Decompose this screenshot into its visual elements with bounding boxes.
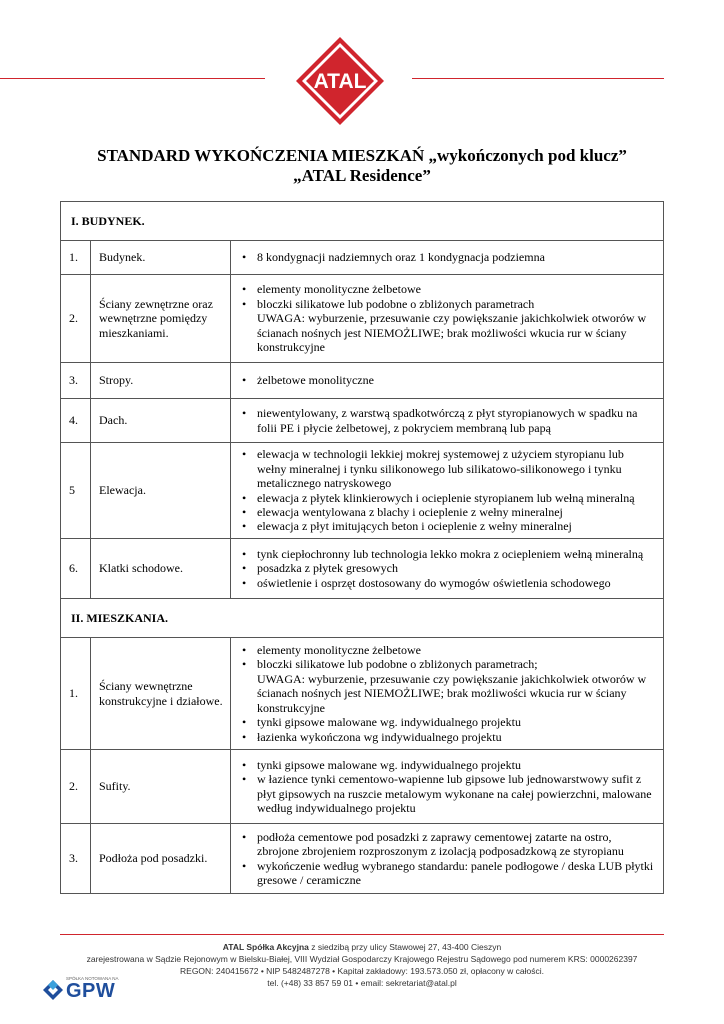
table-row [61,638,664,750]
list-item: • w łazience tynki cementowo-wapienne lub gipsowe lub jednowarstwowy sufit z płyt gipsowych na ruszcie metalowym wykonane na całej powierzchni, malowane według indywidualnego projektu [239,772,655,815]
list-item: • elementy monolityczne żelbetowe [239,282,655,296]
table-row [61,824,664,894]
section-header-row [61,599,664,638]
warning-note: UWAGA: wyburzenie, przesuwanie czy powiększanie jakichkolwiek otworów w ścianach nośnych jest NIEMOŻLIWE; brak możliwości wkucia rur w ściany konstrukcyjne [257,671,647,715]
list-item: • żelbetowe monolityczne [239,373,655,387]
row-items [231,241,664,275]
table-row [61,363,664,399]
row-items [231,824,664,894]
logo-text: ATAL [313,70,367,93]
section-title-building: I. BUDYNEK. [61,202,664,241]
list-item: • tynk ciepłochronny lub technologia lekko mokra z ociepleniem wełną mineralną [239,547,655,561]
row-number: 2. [61,750,91,824]
gpw-logo [42,975,132,1015]
row-name: Sufity. [91,750,231,824]
row-items [231,750,664,824]
section-header-row [61,202,664,241]
section-title-apartments: II. MIESZKANIA. [61,599,664,638]
list-item: • łazienka wykończona wg indywidualnego projektu [239,730,655,744]
row-items [231,638,664,750]
row-name: Dach. [91,399,231,443]
gpw-text: GPW [66,980,116,1002]
footer-rule [60,934,664,935]
table-row [61,750,664,824]
footer [60,941,664,989]
row-name: Budynek. [91,241,231,275]
row-number: 1. [61,241,91,275]
row-items [231,399,664,443]
footer-company-name: ATAL Spółka Akcyjna [222,942,309,952]
list-item: • oświetlenie i osprzęt dostosowany do wymogów oświetlenia schodowego [239,576,655,590]
row-items [231,363,664,399]
footer-contact: tel. (+48) 33 857 59 01 • email: sekretariat@atal.pl [267,978,457,988]
row-number: 2. [61,275,91,363]
header-rule-left [0,78,265,79]
row-number: 5 [61,443,91,539]
gpw-emblem-icon [42,979,64,1001]
footer-address: z siedzibą przy ulicy Stawowej 27, 43-400 Cieszyn [308,942,502,952]
gpw-caption: SPÓŁKA NOTOWANA NA [66,976,119,981]
document-title-line2: „ATAL Residence” [293,166,431,185]
list-item: • posadzka z płytek gresowych [239,561,655,575]
building-table [60,201,664,894]
row-items [231,275,664,363]
list-item: • elementy monolityczne żelbetowe [239,643,655,657]
row-number: 4. [61,399,91,443]
table-row [61,399,664,443]
list-item: • niewentylowany, z warstwą spadkotwórczą z płyt styropianowych w spadku na folii PE i płycie żelbetowej, z pokryciem membraną lub papą [239,406,655,435]
atal-logo [295,36,385,126]
row-name: Ściany wewnętrzne konstrukcyjne i działowe. [91,638,231,750]
row-name: Klatki schodowe. [91,539,231,599]
row-name: Stropy. [91,363,231,399]
document-title-line1: STANDARD WYKOŃCZENIA MIESZKAŃ „wykończonych pod klucz” [97,146,627,165]
row-number: 1. [61,638,91,750]
row-name: Elewacja. [91,443,231,539]
row-name: Podłoża pod posadzki. [91,824,231,894]
list-item: • elewacja w technologii lekkiej mokrej systemowej z użyciem styropianu lub wełny mineralnej i tynku silikonowego lub silikatowo-silikonowego i tynku metalicznego natryskowego [239,447,655,490]
row-number: 3. [61,363,91,399]
row-items [231,443,664,539]
table-row [61,241,664,275]
footer-ids: REGON: 240415672 • NIP 5482487278 • Kapitał zakładowy: 193.573.050 zł, opłacony w całości. [180,966,544,976]
list-item: • bloczki silikatowe lub podobne o zbliżonych parametrach [239,297,655,311]
list-item: • tynki gipsowe malowane wg. indywidualnego projektu [239,758,655,772]
warning-note: UWAGA: wyburzenie, przesuwanie czy powiększanie jakichkolwiek otworów w ścianach nośnych jest NIEMOŻLIWE; brak możliwości wkucia rur w ściany konstrukcyjne [257,311,647,355]
row-number: 6. [61,539,91,599]
footer-company-line [60,941,664,953]
list-item: • podłoża cementowe pod posadzki z zaprawy cementowej zatarte na ostro, zbrojone zbrojeniem rozproszonym z izolacją podposadzkową ze styropianu [239,830,655,859]
list-item: • elewacja z płytek klinkierowych i ocieplenie styropianem lub wełną mineralną [239,491,655,505]
row-items [231,539,664,599]
row-number: 3. [61,824,91,894]
footer-registration: zarejestrowana w Sądzie Rejonowym w Bielsku-Białej, VIII Wydział Gospodarczy Krajowego Rejestru Sądowego pod numerem KRS: 0000262397 [86,954,638,964]
table-row [61,539,664,599]
list-item: • tynki gipsowe malowane wg. indywidualnego projektu [239,715,655,729]
header-rule-right [412,78,664,79]
list-item: • elewacja wentylowana z blachy i ocieplenie z wełny mineralnej [239,505,655,519]
table-row [61,443,664,539]
list-item: • elewacja z płyt imitujących beton i ocieplenie z wełny mineralnej [239,519,655,533]
list-item: • bloczki silikatowe lub podobne o zbliżonych parametrach; [239,657,655,671]
table-row [61,275,664,363]
row-name: Ściany zewnętrzne oraz wewnętrzne pomiędzy mieszkaniami. [91,275,231,363]
list-item: • 8 kondygnacji nadziemnych oraz 1 kondygnacja podziemna [239,250,655,264]
list-item: • wykończenie według wybranego standardu: panele podłogowe / deska LUB płytki gresowe / ceramiczne [239,859,655,888]
